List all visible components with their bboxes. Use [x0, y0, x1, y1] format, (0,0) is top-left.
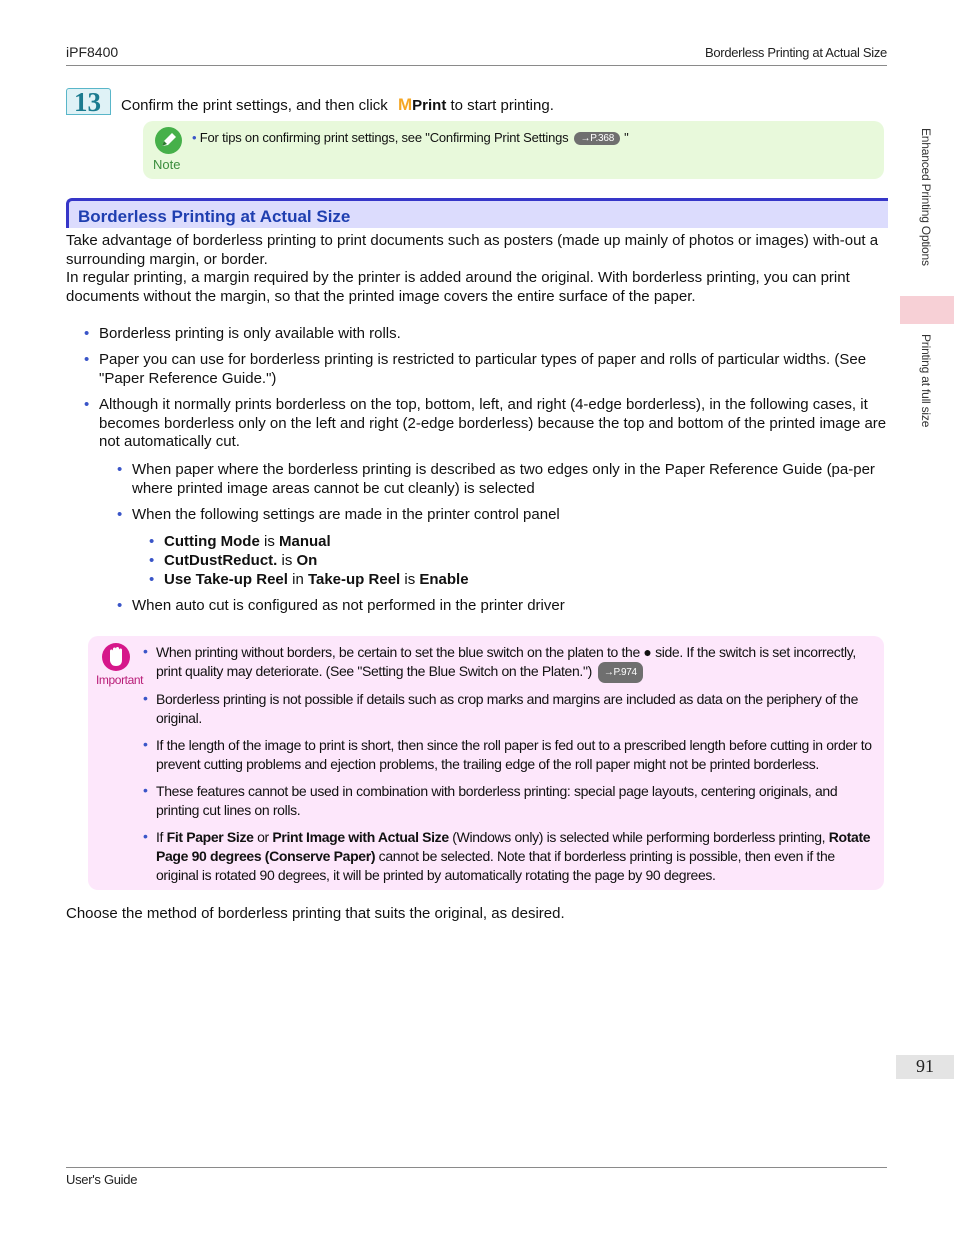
note-text: • For tips on confirming print settings, see "Confirming Print Settings →P.368 ": [192, 130, 629, 145]
bullet-marker: •: [143, 828, 148, 844]
important-item: If the length of the image to print is short, then since the roll paper is fed out to a prescribed length before cutting in order to prevent cutting problems and ejection problems, the trailing edge of the roll paper might not be printed borderless.: [156, 737, 872, 772]
list-item: Although it normally prints borderless on the top, bottom, left, and right (4-edge borderless), in the following cases, it becomes borderless only on the left and right (2-edge borderless) because the top and bottom of the printed image are not automatically cut.: [99, 396, 887, 450]
important-item: These features cannot be used in combination with borderless printing: special page layouts, centering originals, and printing cut lines on rolls.: [156, 783, 838, 818]
closing-paragraph: Choose the method of borderless printing that suits the original, as desired.: [66, 905, 565, 922]
bullet-marker: •: [117, 506, 123, 523]
side-tab-marker: [900, 296, 954, 324]
important-item: Borderless printing is not possible if details such as crop marks and margins are included as data on the periphery of the original.: [156, 691, 859, 726]
setting-item: Cutting Mode is Manual: [164, 533, 331, 550]
important-item: When printing without borders, be certain to set the blue switch on the platen to the ● side. If the switch is set incorrectly, print quality may deteriorate. (See "Setting the Blue Switch on the Platen.") →P.974: [156, 643, 874, 683]
bullet-marker: •: [117, 461, 123, 478]
bullet-marker: •: [149, 552, 155, 569]
bullet-marker: •: [149, 533, 155, 550]
important-box: [88, 636, 884, 890]
footer-divider: [66, 1167, 887, 1168]
bullet-marker: •: [143, 643, 148, 659]
important-item: If Fit Paper Size or Print Image with Actual Size (Windows only) is selected while performing borderless printing, Rotate Page 90 degrees (Conserve Paper) cannot be selected. Note that if borderless printing is possible, then even if the original is rotated 90 degrees, it will be printed by automatically rotating the page by 90 degrees.: [156, 829, 871, 883]
bullet-marker: •: [143, 736, 148, 752]
list-item: Borderless printing is only available with rolls.: [99, 325, 401, 342]
setting-item: CutDustReduct. is On: [164, 552, 318, 569]
header-divider: [66, 65, 887, 66]
bullet-marker: •: [84, 325, 90, 342]
note-box: [143, 121, 884, 179]
footer-doc-title: User's Guide: [66, 1172, 138, 1187]
section-heading: Borderless Printing at Actual Size: [66, 198, 888, 228]
page-reference-link[interactable]: →P.368: [574, 132, 620, 145]
bullet-marker: •: [117, 597, 123, 614]
side-topic-label: Printing at full size: [919, 334, 933, 428]
page-number-tab: [896, 1055, 954, 1079]
header-section-title: Borderless Printing at Actual Size: [704, 45, 887, 60]
step-number-badge: [66, 88, 111, 115]
regular-printing-paragraph: In regular printing, a margin required by the printer is added around the original. With borderless printing, you can print documents without the margin, so that the printed image covers the entire surface of the paper.: [66, 269, 850, 305]
bullet-marker: •: [84, 351, 90, 368]
intro-paragraph: Take advantage of borderless printing to print documents such as posters (made up mainly of photos or images) with-out a surrounding margin, or border.: [66, 232, 879, 268]
important-label: Important: [96, 673, 144, 687]
print-button-label: Print: [412, 97, 447, 114]
hand-stop-icon: [102, 643, 130, 671]
setting-item: Use Take-up Reel in Take-up Reel is Enable: [164, 571, 469, 588]
bullet-marker: •: [149, 571, 155, 588]
step-number: 13: [74, 87, 101, 117]
step-instruction: Confirm the print settings, and then click MPrint to start printing.: [121, 95, 554, 114]
page-reference-link[interactable]: →P.974: [598, 662, 643, 683]
list-item: When the following settings are made in the printer control panel: [132, 506, 560, 523]
list-item: When auto cut is configured as not performed in the printer driver: [132, 597, 565, 614]
page-number: 91: [916, 1056, 934, 1076]
bullet-marker: •: [143, 782, 148, 798]
print-menu-icon: M: [397, 95, 413, 114]
side-chapter-label: Enhanced Printing Options: [919, 128, 933, 266]
list-item: Paper you can use for borderless printing is restricted to particular types of paper and rolls of particular widths. (See "Paper Reference Guide."): [99, 351, 867, 387]
bullet-marker: •: [84, 396, 90, 413]
header-model: iPF8400: [66, 44, 119, 60]
pencil-note-icon: [155, 127, 182, 154]
bullet-marker: •: [143, 690, 148, 706]
list-item: When paper where the borderless printing is described as two edges only in the Paper Reference Guide (pa-per where printed image areas cannot be cut cleanly) is selected: [132, 461, 875, 497]
note-label: Note: [153, 157, 181, 172]
